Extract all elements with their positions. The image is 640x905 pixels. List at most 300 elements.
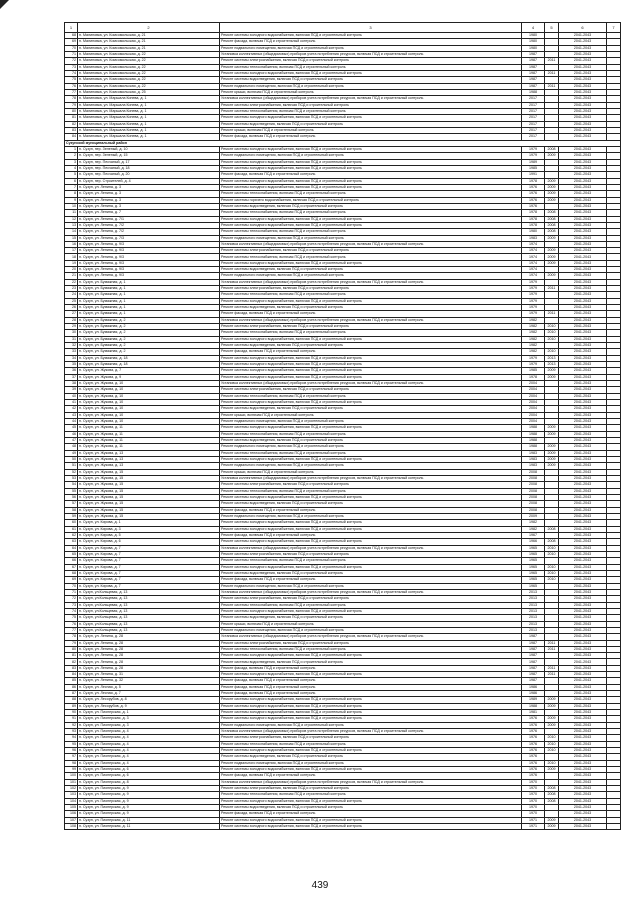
last-repair-cell: 2011 xyxy=(545,311,559,317)
address-cell: п. Сузун, ул. Бумажная, д. 1 xyxy=(78,279,220,285)
address-cell: п. Сузун, ул. Лесная, д. 5 xyxy=(78,684,220,690)
address-cell: п. Сузун, ул. Жукова, д. 10 xyxy=(78,393,220,399)
row-number: 59 xyxy=(65,513,78,519)
work-type-cell: Ремонт системы холодного водоснабжения, включая ПСД и строительный контроль xyxy=(220,146,522,152)
address-cell: п. Сузун, ул. Кирова, д. 7 xyxy=(78,583,220,589)
year-built-cell: 1987 xyxy=(522,58,545,64)
year-built-cell: 2017 xyxy=(522,108,545,114)
year-built-cell: 1970 xyxy=(522,792,545,798)
planned-period-cell: 2041-2043 xyxy=(559,513,607,519)
year-built-cell: 1976 xyxy=(522,735,545,741)
year-built-cell: 1979 xyxy=(522,305,545,311)
planned-period-cell: 2041-2043 xyxy=(559,653,607,659)
work-type-cell: Установка коллективных (общедомовых) приборов учета потребления ресурсов, включая ПСД и строительный контроль xyxy=(220,241,522,247)
last-repair-cell: 2008 xyxy=(545,229,559,235)
address-cell: п. Сузун, пер. Песчаный, д. 17 xyxy=(78,159,220,165)
last-repair-cell: 2010 xyxy=(545,551,559,557)
work-type-cell: Ремонт системы электроснабжения, включая ПСД и строительный контроль xyxy=(220,58,522,64)
address-cell: п. Сузун, ул. Ленина, д. 28 xyxy=(78,640,220,646)
year-built-cell: 1983 xyxy=(522,235,545,241)
table-row xyxy=(65,824,621,830)
planned-period-cell: 2041-2043 xyxy=(559,646,607,652)
year-built-cell: 1987 xyxy=(522,64,545,70)
row-number: 57 xyxy=(65,501,78,507)
address-cell: п. Сузун, ул. Пионерская, д. 6 xyxy=(78,773,220,779)
row-number: 70 xyxy=(65,583,78,589)
address-cell: п. Сузун, ул. Жукова, д. 15 xyxy=(78,507,220,513)
work-type-cell: Ремонт системы холодного водоснабжения, включая ПСД и строительный контроль xyxy=(220,184,522,190)
planned-period-cell: 2041-2043 xyxy=(559,172,607,178)
work-type-cell: Ремонт подвального помещения, включая ПСД и строительный контроль xyxy=(220,273,522,279)
planned-period-cell: 2041-2043 xyxy=(559,83,607,89)
address-cell: п. Малиновка, ул. Комсомольская, д. 21 xyxy=(78,39,220,45)
row-number: 49 xyxy=(65,450,78,456)
work-type-cell: Ремонт фасада, включая ПСД и строительный контроль xyxy=(220,134,522,140)
last-repair-cell: 2009 xyxy=(545,273,559,279)
planned-period-cell: 2041-2043 xyxy=(559,77,607,83)
address-cell: п. Сузун, ул. Ленина, д. 7 xyxy=(78,210,220,216)
year-built-cell: 2013 xyxy=(522,615,545,621)
last-repair-cell: 2009 xyxy=(545,456,559,462)
work-type-cell: Установка коллективных (общедомовых) приборов учета потребления ресурсов, включая ПСД и строительный контроль xyxy=(220,475,522,481)
work-type-cell: Ремонт системы теплоснабжения, включая ПСД и строительный контроль xyxy=(220,64,522,70)
last-repair-cell: 2009 xyxy=(545,697,559,703)
planned-period-cell: 2041-2043 xyxy=(559,691,607,697)
year-built-cell: 1974 xyxy=(522,273,545,279)
planned-period-cell: 2041-2043 xyxy=(559,102,607,108)
address-cell: п. Сузун, ул. Жукова, д. 15 xyxy=(78,501,220,507)
last-repair-cell: 2009 xyxy=(545,767,559,773)
year-built-cell: 1987 xyxy=(522,640,545,646)
address-cell: п. Сузун, ул. Кирова, д. 7 xyxy=(78,545,220,551)
row-number: 32 xyxy=(65,343,78,349)
planned-period-cell: 2041-2043 xyxy=(559,203,607,209)
row-number: 83 xyxy=(65,127,78,133)
address-cell: п. Сузун, ул. Ленина, д. 7/3 xyxy=(78,235,220,241)
last-repair-cell: 2008 xyxy=(545,222,559,228)
work-type-cell: Ремонт системы теплоснабжения, включая ПСД и строительный контроль xyxy=(220,330,522,336)
planned-period-cell: 2041-2043 xyxy=(559,824,607,830)
work-type-cell: Ремонт системы водоотведения, включая ПСД и строительный контроль xyxy=(220,501,522,507)
year-built-cell: 1976 xyxy=(522,191,545,197)
last-repair-cell: 2009 xyxy=(545,235,559,241)
year-built-cell: 1982 xyxy=(522,330,545,336)
row-number: 21 xyxy=(65,273,78,279)
work-type-cell: Установка коллективных (общедомовых) приборов учета потребления ресурсов, включая ПСД и строительный контроль xyxy=(220,279,522,285)
planned-period-cell: 2041-2043 xyxy=(559,786,607,792)
address-cell: п. Сузун, ул. Ленина, д. 9/3 xyxy=(78,267,220,273)
year-built-cell: 1979 xyxy=(522,355,545,361)
address-cell: п. Сузун, пер. Песчаный, д. 20 xyxy=(78,172,220,178)
year-built-cell: 2004 xyxy=(522,400,545,406)
year-built-cell: 1978 xyxy=(522,210,545,216)
year-built-cell: 1989 xyxy=(522,697,545,703)
work-type-cell: Ремонт системы холодного водоснабжения, включая ПСД и строительный контроль xyxy=(220,539,522,545)
address-cell: п. Сузун, ул. Ленина, д. 9/3 xyxy=(78,273,220,279)
last-repair-cell: 2011 xyxy=(545,646,559,652)
planned-period-cell: 2041-2043 xyxy=(559,89,607,95)
year-built-cell: 1976 xyxy=(522,184,545,190)
address-cell: п. Сузун, ул. Ленина, д. 28 xyxy=(78,634,220,640)
last-repair-cell: 2009 xyxy=(545,374,559,380)
year-built-cell: 1974 xyxy=(522,248,545,254)
planned-period-cell: 2041-2043 xyxy=(559,551,607,557)
work-type-cell: Ремонт системы теплоснабжения, включая ПСД и строительный контроль xyxy=(220,393,522,399)
year-built-cell: 2013 xyxy=(522,627,545,633)
header-cell: 3 xyxy=(220,23,522,33)
work-type-cell: Ремонт системы теплоснабжения, включая ПСД и строительный контроль xyxy=(220,602,522,608)
planned-period-cell: 2041-2043 xyxy=(559,811,607,817)
work-type-cell: Ремонт системы теплоснабжения, включая ПСД и строительный контроль xyxy=(220,558,522,564)
address-cell: п. Сузун, ул. Пионерская, д. 4 xyxy=(78,754,220,760)
work-type-cell: Ремонт крыши, включая ПСД и строительный контроль xyxy=(220,127,522,133)
repair-schedule-table xyxy=(64,22,621,830)
row-number: 38 xyxy=(65,381,78,387)
last-repair-cell: 2009 xyxy=(545,191,559,197)
row-number: 107 xyxy=(65,817,78,823)
planned-period-cell: 2041-2043 xyxy=(559,539,607,545)
address-cell: п. Сузун, ул. Бумажная, д. 18 xyxy=(78,355,220,361)
year-built-cell: 2017 xyxy=(522,115,545,121)
year-built-cell: 2013 xyxy=(522,589,545,595)
row-number: 67 xyxy=(65,564,78,570)
row-number: 4 xyxy=(65,165,78,171)
address-cell: п. Сузун, ул. Пионерская, д. 11 xyxy=(78,817,220,823)
planned-period-cell: 2041-2043 xyxy=(559,355,607,361)
planned-period-cell: 2041-2043 xyxy=(559,608,607,614)
address-cell: п. Сузун, ул. Жукова, д. 15 xyxy=(78,469,220,475)
row-number: 77 xyxy=(65,627,78,633)
address-cell: п. Сузун, ул. Пионерская, д. 1 xyxy=(78,710,220,716)
planned-period-cell: 2041-2043 xyxy=(559,456,607,462)
planned-period-cell: 2041-2043 xyxy=(559,58,607,64)
address-cell: п. Сузун, ул.Кольцевая, д. 13 xyxy=(78,589,220,595)
address-cell: п. Сузун, ул. Бумажная, д. 1 xyxy=(78,286,220,292)
work-type-cell: Ремонт фасада, включая ПСД и строительный контроль xyxy=(220,311,522,317)
address-cell: п. Сузун, ул. Ленина, д. 3 xyxy=(78,191,220,197)
row-number: 105 xyxy=(65,805,78,811)
year-built-cell: 1985 xyxy=(522,165,545,171)
planned-period-cell: 2041-2043 xyxy=(559,153,607,159)
year-built-cell: 1976 xyxy=(522,203,545,209)
work-type-cell: Ремонт системы холодного водоснабжения, включая ПСД и строительный контроль xyxy=(220,374,522,380)
year-built-cell: 1982 xyxy=(522,520,545,526)
row-number: 53 xyxy=(65,475,78,481)
last-repair-cell: 2009 xyxy=(545,153,559,159)
address-cell: п. Сузун, ул. Пионерская, д. 9 xyxy=(78,798,220,804)
last-repair-cell: 2009 xyxy=(545,431,559,437)
row-number: 63 xyxy=(65,539,78,545)
year-built-cell: 1974 xyxy=(522,260,545,266)
address-cell: п. Сузун, ул. Кирова, д. 7 xyxy=(78,570,220,576)
year-built-cell: 2008 xyxy=(522,469,545,475)
year-built-cell: 1974 xyxy=(522,241,545,247)
row-number: 82 xyxy=(65,659,78,665)
row-number: 30 xyxy=(65,330,78,336)
work-type-cell: Ремонт подвального помещения, включая ПСД и строительный контроль xyxy=(220,83,522,89)
year-built-cell: 1976 xyxy=(522,748,545,754)
address-cell: п. Сузун, ул. Ленина, д. 9/3 xyxy=(78,260,220,266)
year-built-cell: 1971 xyxy=(522,817,545,823)
work-type-cell: Ремонт системы холодного водоснабжения, включая ПСД и строительный контроль xyxy=(220,456,522,462)
work-type-cell: Установка коллективных (общедомовых) приборов учета потребления ресурсов, включая ПСД и строительный контроль xyxy=(220,317,522,323)
planned-period-cell: 2041-2043 xyxy=(559,121,607,127)
planned-period-cell: 2041-2043 xyxy=(559,729,607,735)
planned-period-cell: 2041-2043 xyxy=(559,773,607,779)
row-number: 77 xyxy=(65,89,78,95)
address-cell: п. Сузун, ул. Пионерская, д. 6 xyxy=(78,767,220,773)
row-number: 102 xyxy=(65,786,78,792)
row-number: 86 xyxy=(65,684,78,690)
work-type-cell: Ремонт фасада, включая ПСД и строительный контроль xyxy=(220,39,522,45)
year-built-cell: 1987 xyxy=(522,678,545,684)
planned-period-cell: 2041-2043 xyxy=(559,621,607,627)
address-cell: п. Сузун, ул. Лесная, д. 7 xyxy=(78,691,220,697)
address-cell: п. Сузун, ул. Жукова, д. 13 xyxy=(78,456,220,462)
work-type-cell: Ремонт системы теплоснабжения, включая ПСД и строительный контроль xyxy=(220,292,522,298)
last-repair-cell: 2011 xyxy=(545,286,559,292)
planned-period-cell: 2041-2043 xyxy=(559,159,607,165)
planned-period-cell: 2041-2043 xyxy=(559,501,607,507)
row-number: 13 xyxy=(65,222,78,228)
year-built-cell: 1965 xyxy=(522,583,545,589)
planned-period-cell: 2041-2043 xyxy=(559,589,607,595)
row-number: 46 xyxy=(65,431,78,437)
last-repair-cell: 2010 xyxy=(545,336,559,342)
year-built-cell: 1980 xyxy=(522,229,545,235)
year-built-cell: 2013 xyxy=(522,608,545,614)
work-type-cell: Ремонт системы холодного водоснабжения, включая ПСД и строительный контроль xyxy=(220,425,522,431)
row-number: 76 xyxy=(65,621,78,627)
address-cell: п. Сузун, ул. Ленина, д. 9/3 xyxy=(78,248,220,254)
address-cell: п. Малиновка, ул. Комсомольская, д. 22 xyxy=(78,64,220,70)
work-type-cell: Ремонт системы холодного водоснабжения, включая ПСД и строительный контроль xyxy=(220,70,522,76)
year-built-cell: 1978 xyxy=(522,374,545,380)
header-cell: 6 xyxy=(559,23,607,33)
address-cell: п. Сузун, ул. Лесорубов, д. 8 xyxy=(78,697,220,703)
row-number: 78 xyxy=(65,634,78,640)
row-number: 41 xyxy=(65,400,78,406)
last-repair-cell: 2008 xyxy=(545,210,559,216)
row-number: 51 xyxy=(65,463,78,469)
header-cell: 4 xyxy=(522,23,545,33)
row-number: 93 xyxy=(65,729,78,735)
work-type-cell: Ремонт системы водоотведения, включая ПСД и строительный контроль xyxy=(220,754,522,760)
work-type-cell: Ремонт системы водоотведения, включая ПСД и строительный контроль xyxy=(220,77,522,83)
work-type-cell: Ремонт системы электроснабжения, включая ПСД и строительный контроль xyxy=(220,248,522,254)
row-number: 82 xyxy=(65,121,78,127)
address-cell: п. Малиновка, ул. Маршала Конева, д. 1 xyxy=(78,134,220,140)
row-number: 72 xyxy=(65,58,78,64)
year-built-cell: 1988 xyxy=(522,444,545,450)
planned-period-cell: 2041-2043 xyxy=(559,741,607,747)
planned-period-cell: 2041-2043 xyxy=(559,134,607,140)
work-type-cell: Ремонт системы электроснабжения, включая ПСД и строительный контроль xyxy=(220,482,522,488)
planned-period-cell: 2041-2043 xyxy=(559,640,607,646)
address-cell: п. Сузун, ул. Кирова, д. 5 xyxy=(78,532,220,538)
planned-period-cell: 2041-2043 xyxy=(559,362,607,368)
row-number: 80 xyxy=(65,108,78,114)
last-repair-cell: 2011 xyxy=(545,83,559,89)
work-type-cell: Ремонт системы электроснабжения, включая ПСД и строительный контроль xyxy=(220,735,522,741)
last-repair-cell: 2010 xyxy=(545,741,559,747)
row-number: 84 xyxy=(65,134,78,140)
last-repair-cell: 2009 xyxy=(545,254,559,260)
row-number: 71 xyxy=(65,51,78,57)
year-built-cell: 1987 xyxy=(522,83,545,89)
address-cell: п. Малиновка, ул. Комсомольская, д. 22 xyxy=(78,58,220,64)
work-type-cell: Ремонт системы теплоснабжения, включая ПСД и строительный контроль xyxy=(220,210,522,216)
row-number: 34 xyxy=(65,355,78,361)
planned-period-cell: 2041-2043 xyxy=(559,235,607,241)
address-cell: п. Сузун, ул. Кирова, д. 6 xyxy=(78,539,220,545)
work-type-cell: Ремонт фасада, включая ПСД и строительный контроль xyxy=(220,172,522,178)
last-repair-cell: 2011 xyxy=(545,58,559,64)
planned-period-cell: 2041-2043 xyxy=(559,248,607,254)
work-type-cell: Ремонт системы холодного водоснабжения, включая ПСД и строительный контроль xyxy=(220,697,522,703)
year-built-cell: 1965 xyxy=(522,545,545,551)
address-cell: п. Сузун, ул. Кирова, д. 7 xyxy=(78,577,220,583)
last-repair-cell: 2008 xyxy=(545,526,559,532)
last-repair-cell: 2009 xyxy=(545,703,559,709)
address-cell: п. Сузун, ул. Ленина, д. 31 xyxy=(78,672,220,678)
row-number: 52 xyxy=(65,469,78,475)
row-number: 54 xyxy=(65,482,78,488)
address-cell: п. Сузун, ул. Жукова, д. 10 xyxy=(78,400,220,406)
year-built-cell: 1981 xyxy=(522,710,545,716)
planned-period-cell: 2041-2043 xyxy=(559,748,607,754)
address-cell: п. Сузун, ул. Ленина, д. 3 xyxy=(78,203,220,209)
address-cell: п. Сузун, ул. Бумажная, д. 1 xyxy=(78,292,220,298)
planned-period-cell: 2041-2043 xyxy=(559,222,607,228)
planned-period-cell: 2041-2043 xyxy=(559,336,607,342)
address-cell: п. Сузун, ул. Ленина, д. 9/3 xyxy=(78,254,220,260)
row-number: 36 xyxy=(65,368,78,374)
last-repair-cell: 2010 xyxy=(545,330,559,336)
planned-period-cell: 2041-2043 xyxy=(559,324,607,330)
work-type-cell: Ремонт подвального помещения, включая ПСД и строительный контроль xyxy=(220,419,522,425)
row-number: 9 xyxy=(65,197,78,203)
planned-period-cell: 2041-2043 xyxy=(559,343,607,349)
planned-period-cell: 2041-2043 xyxy=(559,703,607,709)
planned-period-cell: 2041-2043 xyxy=(559,444,607,450)
row-number: 88 xyxy=(65,697,78,703)
year-built-cell: 2008 xyxy=(522,501,545,507)
row-number: 23 xyxy=(65,286,78,292)
address-cell: п. Сузун, ул. Жукова, д. 11 xyxy=(78,438,220,444)
year-built-cell: 1978 xyxy=(522,178,545,184)
year-built-cell: 1976 xyxy=(522,767,545,773)
planned-period-cell: 2041-2043 xyxy=(559,330,607,336)
row-number: 99 xyxy=(65,767,78,773)
address-cell: п. Малиновка, ул. Комсомольская, д. 22 xyxy=(78,83,220,89)
work-type-cell: Ремонт системы водоотведения, включая ПСД и строительный контроль xyxy=(220,121,522,127)
year-built-cell: 1979 xyxy=(522,298,545,304)
year-built-cell: 1976 xyxy=(522,197,545,203)
planned-period-cell: 2041-2043 xyxy=(559,798,607,804)
work-type-cell: Ремонт системы водоотведения, включая ПСД и строительный контроль xyxy=(220,406,522,412)
work-type-cell: Ремонт системы теплоснабжения, включая ПСД и строительный контроль xyxy=(220,431,522,437)
address-cell: п. Сузун, ул. Пионерская, д. 3 xyxy=(78,716,220,722)
address-cell: п. Сузун, ул.Кольцевая, д. 13 xyxy=(78,608,220,614)
planned-period-cell: 2041-2043 xyxy=(559,488,607,494)
planned-period-cell: 2041-2043 xyxy=(559,305,607,311)
work-type-cell: Ремонт системы холодного водоснабжения, включая ПСД и строительный контроль xyxy=(220,159,522,165)
row-number: 47 xyxy=(65,438,78,444)
row-number: 106 xyxy=(65,811,78,817)
planned-period-cell: 2041-2043 xyxy=(559,564,607,570)
row-number: 11 xyxy=(65,210,78,216)
address-cell: п. Сузун, ул. Ленина, д. 28 xyxy=(78,646,220,652)
work-type-cell: Ремонт системы теплоснабжения, включая ПСД и строительный контроль xyxy=(220,646,522,652)
work-type-cell: Ремонт системы теплоснабжения, включая ПСД и строительный контроль xyxy=(220,254,522,260)
last-repair-cell: 2013 xyxy=(545,355,559,361)
work-type-cell: Ремонт системы холодного водоснабжения, включая ПСД и строительный контроль xyxy=(220,520,522,526)
planned-period-cell: 2041-2043 xyxy=(559,241,607,247)
address-cell: п. Сузун, ул. Пионерская, д. 4 xyxy=(78,729,220,735)
planned-period-cell: 2041-2043 xyxy=(559,710,607,716)
address-cell: п. Сузун, ул. Жукова, д. 10 xyxy=(78,406,220,412)
planned-period-cell: 2041-2043 xyxy=(559,178,607,184)
row-number: 2 xyxy=(65,153,78,159)
year-built-cell: 2017 xyxy=(522,134,545,140)
address-cell: п. Сузун, ул. Жукова, д. 10 xyxy=(78,387,220,393)
year-built-cell: 2013 xyxy=(522,602,545,608)
work-type-cell: Ремонт системы электроснабжения, включая ПСД и строительный контроль xyxy=(220,102,522,108)
work-type-cell: Ремонт системы холодного водоснабжения, включая ПСД и строительный контроль xyxy=(220,115,522,121)
address-cell: п. Сузун, ул. Бумажная, д. 18 xyxy=(78,362,220,368)
planned-period-cell: 2041-2043 xyxy=(559,292,607,298)
work-type-cell: Ремонт фасада, включая ПСД и строительный контроль xyxy=(220,684,522,690)
row-number: 40 xyxy=(65,393,78,399)
last-repair-cell: 2010 xyxy=(545,760,559,766)
year-built-cell: 1976 xyxy=(522,754,545,760)
planned-period-cell: 2041-2043 xyxy=(559,216,607,222)
planned-period-cell: 2041-2043 xyxy=(559,374,607,380)
year-built-cell: 1965 xyxy=(522,564,545,570)
address-cell: п. Малиновка, ул. Маршала Конева, д. 1 xyxy=(78,127,220,133)
last-repair-cell: 2010 xyxy=(545,349,559,355)
address-cell: п. Сузун, ул. Бумажная, д. 1 xyxy=(78,311,220,317)
row-number: 55 xyxy=(65,488,78,494)
planned-period-cell: 2041-2043 xyxy=(559,210,607,216)
address-cell: п. Сузун, ул. Бумажная, д. 2 xyxy=(78,343,220,349)
address-cell: п. Сузун, ул. Жукова, д. 9 xyxy=(78,374,220,380)
year-built-cell: 1965 xyxy=(522,577,545,583)
address-cell: п. Малиновка, ул. Маршала Конева, д. 1 xyxy=(78,115,220,121)
year-built-cell: 1991 xyxy=(522,172,545,178)
row-number: 80 xyxy=(65,646,78,652)
work-type-cell: Ремонт системы холодного водоснабжения, включая ПСД и строительный контроль xyxy=(220,298,522,304)
year-built-cell: 1983 xyxy=(522,463,545,469)
work-type-cell: Установка коллективных (общедомовых) приборов учета потребления ресурсов, включая ПСД и строительный контроль xyxy=(220,589,522,595)
row-number: 31 xyxy=(65,336,78,342)
year-built-cell: 1965 xyxy=(522,558,545,564)
header-cell: 5 xyxy=(545,23,559,33)
last-repair-cell: 2010 xyxy=(545,748,559,754)
year-built-cell: 1982 xyxy=(522,349,545,355)
work-type-cell: Ремонт системы холодного водоснабжения, включая ПСД и строительный контроль xyxy=(220,178,522,184)
planned-period-cell: 2041-2043 xyxy=(559,665,607,671)
year-built-cell: 1970 xyxy=(522,805,545,811)
planned-period-cell: 2041-2043 xyxy=(559,760,607,766)
row-number: 103 xyxy=(65,792,78,798)
year-built-cell: 2017 xyxy=(522,96,545,102)
planned-period-cell: 2041-2043 xyxy=(559,431,607,437)
planned-period-cell: 2041-2043 xyxy=(559,672,607,678)
address-cell: п. Сузун, ул.Кольцевая, д. 13 xyxy=(78,602,220,608)
year-built-cell: 2008 xyxy=(522,482,545,488)
